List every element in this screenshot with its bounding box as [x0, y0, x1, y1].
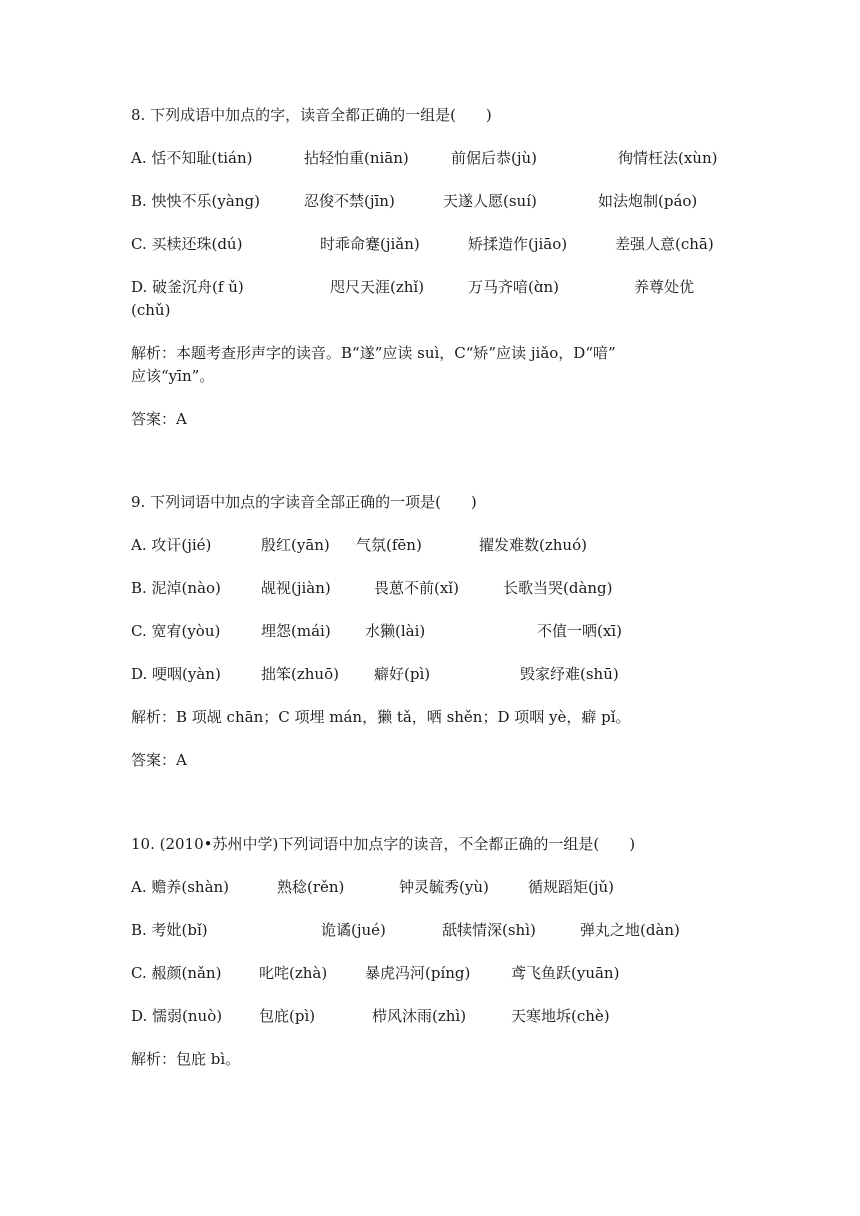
question-10-option-b	[131, 919, 731, 941]
option-text: 咫尺天涯(zhǐ)	[330, 278, 425, 296]
option-text: 循规蹈矩(jǔ)	[528, 878, 615, 896]
option-text: 毁家纾难(shū)	[520, 665, 619, 683]
option-text: 癖好(pì)	[374, 665, 431, 683]
option-text: 天遂人愿(suí)	[443, 192, 537, 210]
option-text: 叱咤(zhà)	[259, 964, 328, 982]
option-text: 气氛(fēn)	[356, 536, 422, 554]
option-text: 忍俊不禁(jīn)	[304, 192, 395, 210]
question-9-option-a	[131, 534, 731, 556]
question-10-analysis: 解析：包庇 bì。	[131, 1050, 241, 1068]
option-text: 熟稔(rěn)	[277, 878, 345, 896]
option-text: 诡谲(jué)	[321, 921, 386, 939]
question-8-answer: 答案：A	[131, 410, 187, 428]
question-10-option-a	[131, 876, 731, 898]
option-text: 徇情枉法(xùn)	[618, 149, 718, 167]
option-text: 包庇(pì)	[259, 1007, 316, 1025]
option-text: D. 懦弱(nuò)	[131, 1007, 223, 1025]
question-8-option-d	[131, 276, 731, 298]
option-text: 万马齐喑(ɑ̀n)	[468, 278, 559, 296]
option-text: C. 赧颜(nǎn)	[131, 964, 222, 982]
option-text: 拙笨(zhuō)	[261, 665, 339, 683]
option-text: 弹丸之地(dàn)	[580, 921, 680, 939]
document-page	[131, 0, 731, 1216]
option-text: 矫揉造作(jiāo)	[468, 235, 568, 253]
option-text: C. 宽宥(yòu)	[131, 622, 221, 640]
option-text: 水獭(lài)	[365, 622, 426, 640]
option-text: 擢发难数(zhuó)	[479, 536, 587, 554]
option-text: D. 破釜沉舟(f ǔ)	[131, 278, 244, 296]
question-9-option-d	[131, 663, 731, 685]
option-text: 天寒地坼(chè)	[511, 1007, 610, 1025]
option-text: 时乖命蹇(jiǎn)	[320, 235, 420, 253]
question-8-option-b	[131, 190, 731, 212]
option-text: 鸢飞鱼跃(yuān)	[511, 964, 620, 982]
option-text: 前倨后恭(jù)	[451, 149, 538, 167]
option-text: 殷红(yān)	[261, 536, 330, 554]
option-text: C. 买椟还珠(dú)	[131, 235, 243, 253]
question-9-stem: 9. 下列词语中加点的字读音全部正确的一项是( )	[131, 493, 477, 511]
question-8-option-a	[131, 147, 731, 169]
option-text: 拈轻怕重(niān)	[304, 149, 409, 167]
option-text: 畏葸不前(xǐ)	[374, 579, 459, 597]
question-10-stem: 10. (2010•苏州中学)下列词语中加点字的读音，不全都正确的一组是( )	[131, 835, 636, 853]
question-8-stem: 8. 下列成语中加点的字，读音全都正确的一组是( )	[131, 106, 492, 124]
question-9-answer: 答案：A	[131, 751, 187, 769]
option-text: 如法炮制(páo)	[598, 192, 698, 210]
question-8-option-d-wrap: (chǔ)	[131, 301, 171, 319]
question-9-option-b	[131, 577, 731, 599]
option-text: 不值一哂(xī)	[537, 622, 622, 640]
option-text: 觇视(jiàn)	[261, 579, 331, 597]
option-text: 差强人意(chā)	[615, 235, 714, 253]
question-8-analysis-cont: 应该“yīn”。	[131, 367, 215, 385]
option-text: 埋怨(mái)	[261, 622, 331, 640]
option-text: D. 哽咽(yàn)	[131, 665, 221, 683]
option-text: A. 恬不知耻(tián)	[131, 149, 253, 167]
option-text: 长歌当哭(dàng)	[503, 579, 613, 597]
option-text: B. 泥淖(nào)	[131, 579, 221, 597]
option-text: A. 攻讦(jié)	[131, 536, 212, 554]
option-text: 钟灵毓秀(yù)	[399, 878, 489, 896]
question-10-option-c	[131, 962, 731, 984]
option-text: B. 考妣(bǐ)	[131, 921, 208, 939]
option-text: 暴虎冯河(píng)	[365, 964, 471, 982]
option-text: 养尊处优	[634, 278, 695, 296]
question-9-analysis: 解析：B 项觇 chān；C 项埋 mán，獭 tǎ，哂 shěn；D 项咽 yè，癖 pǐ。	[131, 708, 631, 726]
question-10-option-d	[131, 1005, 731, 1027]
question-9-option-c	[131, 620, 731, 642]
question-8-option-c	[131, 233, 731, 255]
option-text: B. 怏怏不乐(yàng)	[131, 192, 260, 210]
question-8-analysis: 解析：本题考查形声字的读音。B“遂”应读 suì，C“矫”应读 jiǎo，D“喑”	[131, 344, 616, 362]
option-text: A. 赡养(shàn)	[131, 878, 230, 896]
option-text: 舐犊情深(shì)	[442, 921, 536, 939]
option-text: 栉风沐雨(zhì)	[372, 1007, 467, 1025]
